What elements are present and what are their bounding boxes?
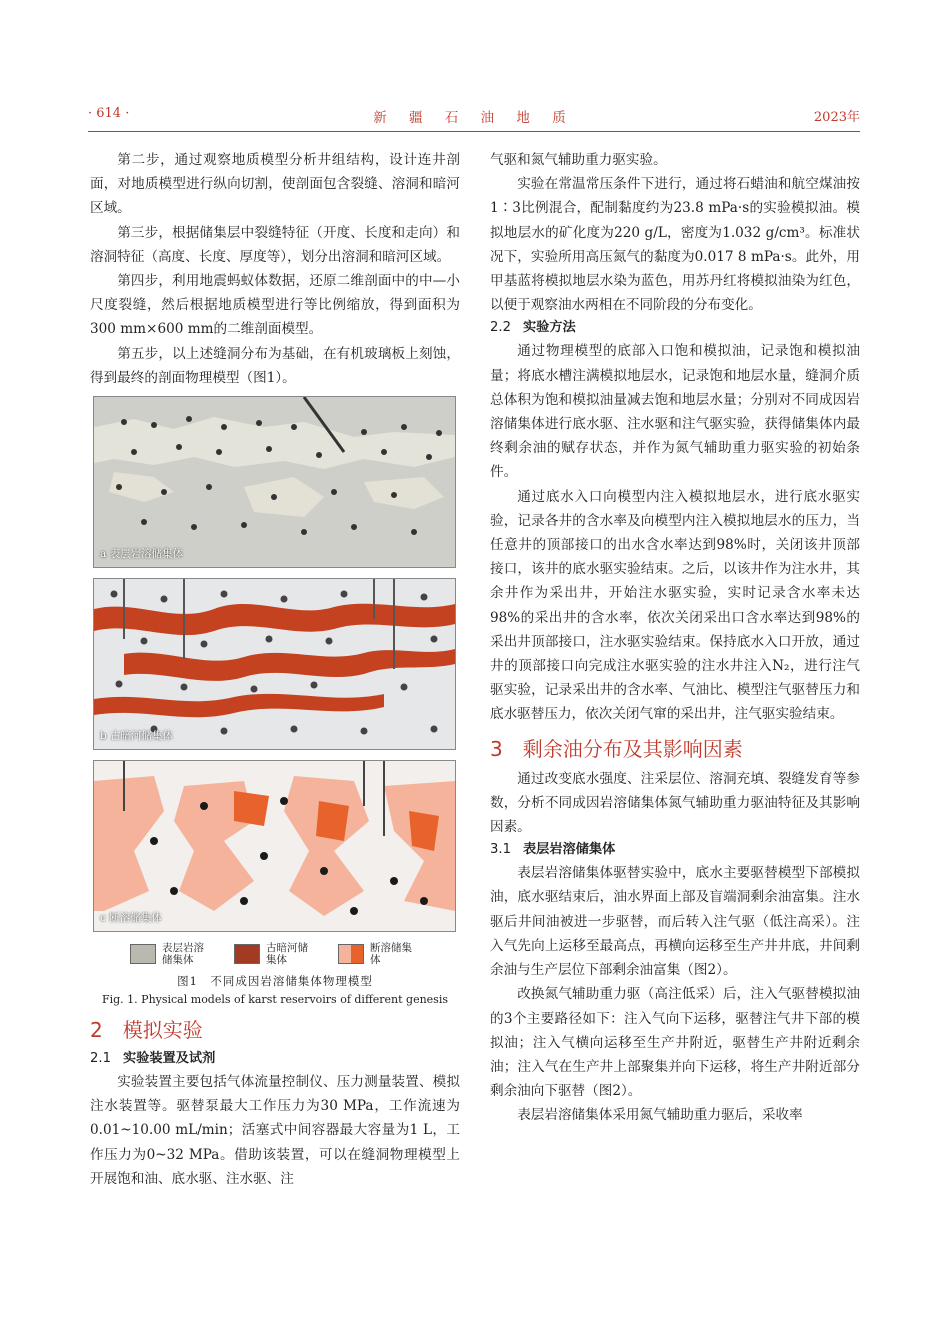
figure-1 bbox=[90, 396, 460, 1008]
figure-caption-en: Fig. 1. Physical models of karst reservoirs of different genesis bbox=[101, 993, 448, 1007]
panel-c-fault-karst bbox=[93, 760, 456, 932]
panel-b-image bbox=[94, 579, 455, 749]
figure-legend bbox=[90, 942, 460, 966]
section-heading: 2 模拟实验 bbox=[90, 1018, 203, 1043]
legend-swatch bbox=[338, 944, 364, 964]
paragraph: 第二步，通过观察地质模型分析井组结构，设计连井剖面，对地质模型进行纵向切割，使剖面包含裂缝、溶洞和暗河区域。 bbox=[90, 152, 460, 217]
paragraph: 第三步，根据储集层中裂缝特征（开度、长度和走向）和溶洞特征（高度、长度、厚度等），划分出溶洞和暗河区域。 bbox=[90, 224, 460, 265]
paragraph: 实验装置主要包括气体流量控制仪、压力测量装置、模拟注水装置等。驱替泵最大工作压力为30 MPa，工作流速为0.01~10.00 mL/min；活塞式中间容器最大容量为1 L，工作压力为0~32 MPa。借助该装置，可以在缝洞物理模型上开展饱和油、底水驱、注水驱、注 bbox=[90, 1074, 460, 1187]
legend-swatch bbox=[130, 944, 156, 964]
paragraph: 实验在常温常压条件下进行，通过将石蜡油和航空煤油按1∶3比例混合，配制黏度约为23.8 mPa·s的实验模拟油。模拟地层水的矿化度为220 g/L，密度为1.032 g/cm³。标准状况下，实验所用高压氮气的黏度为0.017 8 mPa·s。此外，用甲基蓝将模拟地层水染为蓝色，用苏丹红将模拟油染为红色，以便于观察油水两相在不同阶段的分布变化。 bbox=[490, 176, 860, 314]
legend-item-fault-karst bbox=[338, 942, 420, 966]
subsection-number: 2.1 bbox=[90, 1051, 111, 1067]
paragraph: 通过改变底水强度、注采层位、溶洞充填、裂缝发育等参数，分析不同成因岩溶储集体氮气辅助重力驱油特征及其影响因素。 bbox=[490, 770, 860, 836]
subsection-number: 2.2 bbox=[490, 320, 511, 336]
paragraph: 表层岩溶储集体驱替实验中，底水主要驱替模型下部模拟油，底水驱结束后，油水界面上部及盲端洞剩余油富集。注水驱后井间油被进一步驱替，而后转入注气驱（低注高采）。注入气先向上运移至最高点，再横向运移至生产井井底，井间剩余油与生产层位下部剩余油富集（图2）。 bbox=[490, 865, 860, 979]
subsection-title: 表层岩溶储集体 bbox=[522, 842, 616, 858]
paragraph: 通过底水入口向模型内注入模拟地层水，进行底水驱实验，记录各井的含水率及向模型内注入模拟地层水的压力，当任意井的顶部接口的出水含水率达到98%时，关闭该井顶部接口，该井的底水驱实验结束。之后，以该井作为注水井，其余井作为采出井，开始注水驱实验，实时记录含水率未达98%的采出井的含水率，依次关闭采出口含水率达到98%的采出井顶部接口，注水驱实验结束。保持底水入口开放，通过井的顶部接口向完成注水驱实验的注水井注入N₂，进行注气驱实验，记录采出井的含水率、气油比、模型注气驱替压力和底水驱替压力，依次关闭气窜的采出井，注气驱实验结束。 bbox=[490, 488, 860, 723]
issue-year: 2023年 bbox=[813, 110, 860, 125]
page-number: · 614 · bbox=[88, 106, 130, 121]
section-heading: 3 剩余油分布及其影响因素 bbox=[490, 736, 743, 761]
figure-caption-cn: 图1 不同成因岩溶储集体物理模型 bbox=[177, 974, 373, 989]
legend-label: 断溶储集体 bbox=[370, 942, 412, 967]
subsection-number: 3.1 bbox=[490, 842, 511, 858]
legend-item-paleo-river bbox=[234, 942, 316, 966]
panel-b-label: b 古暗河储集体 bbox=[100, 730, 174, 743]
panel-b-paleo-river bbox=[93, 578, 456, 750]
paragraph: 改换氮气辅助重力驱（高注低采）后，注入气驱替模拟油的3个主要路径如下：注入气向下运移，驱替注气井下部的模拟油；注入气横向运移至生产井附近，驱替生产井附近剩余油；注入气在生产井上部聚集并向下运移，将生产井附近部分剩余油向下驱替（图2）。 bbox=[490, 986, 860, 1100]
panel-c-label: c 断溶储集体 bbox=[100, 912, 162, 925]
panel-a-surface-karst bbox=[93, 396, 456, 568]
panel-a-image bbox=[94, 397, 455, 567]
legend-label: 表层岩溶储集体 bbox=[162, 942, 204, 967]
paragraph: 第四步，利用地震蚂蚁体数据，还原二维剖面中的中—小尺度裂缝，然后根据地质模型进行等比例缩放，得到面积为300 mm×600 mm的二维剖面模型。 bbox=[90, 273, 460, 338]
paragraph: 表层岩溶储集体采用氮气辅助重力驱后，采收率 bbox=[517, 1107, 803, 1124]
left-column bbox=[90, 148, 460, 1191]
panel-a-label: a 表层岩溶储集体 bbox=[100, 548, 184, 561]
journal-title: 新 疆 石 油 地 质 bbox=[373, 110, 575, 126]
panel-c-image bbox=[94, 761, 455, 931]
header-rule bbox=[88, 131, 860, 132]
subsection-heading bbox=[90, 1048, 460, 1070]
subsection-heading bbox=[490, 839, 860, 861]
right-column bbox=[490, 148, 860, 1128]
subsection-title: 实验方法 bbox=[522, 320, 576, 336]
paragraph: 通过物理模型的底部入口饱和模拟油，记录饱和模拟油量；将底水槽注满模拟地层水，记录饱和地层水量，缝洞介质总体积为饱和模拟油量减去饱和地层水量；分别对不同成因岩溶储集体进行底水驱、注水驱和注气驱实验，获得储集体内最终剩余油的赋存状态，并作为氮气辅助重力驱实验的初始条件。 bbox=[490, 343, 860, 481]
paragraph: 气驱和氮气辅助重力驱实验。 bbox=[490, 152, 667, 168]
paragraph: 第五步，以上述缝洞分布为基础，在有机玻璃板上刻蚀，得到最终的剖面物理模型（图1）。 bbox=[90, 345, 460, 386]
legend-swatch bbox=[234, 944, 260, 964]
page-header bbox=[88, 106, 860, 130]
legend-item-surface-karst bbox=[130, 942, 212, 966]
subsection-heading bbox=[490, 317, 860, 339]
legend-label: 古暗河储集体 bbox=[266, 942, 308, 967]
subsection-title: 实验装置及试剂 bbox=[122, 1051, 216, 1067]
